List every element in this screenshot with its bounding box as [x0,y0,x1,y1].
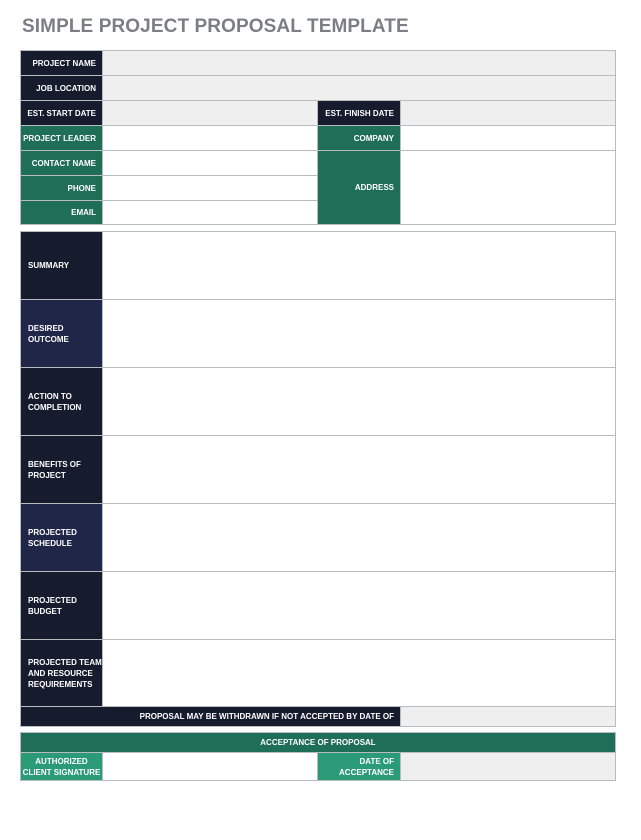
project-leader-label: PROJECT LEADER [20,125,103,151]
est-start-date-field[interactable] [102,100,318,126]
project-name-label: PROJECT NAME [20,50,103,76]
phone-label: PHONE [20,175,103,201]
date-of-acceptance-field[interactable] [400,752,616,781]
authorized-client-signature-label: AUTHORIZED CLIENT SIGNATURE [20,752,103,781]
job-location-label: JOB LOCATION [20,75,103,101]
address-field[interactable] [400,150,616,225]
action-to-completion-label: ACTION TO COMPLETION [20,367,103,436]
email-label: EMAIL [20,200,103,225]
summary-field[interactable] [102,231,616,300]
phone-field[interactable] [102,175,318,201]
project-leader-field[interactable] [102,125,318,151]
benefits-of-project-field[interactable] [102,435,616,504]
projected-budget-label: PROJECTED BUDGET [20,571,103,640]
projected-budget-field[interactable] [102,571,616,640]
project-name-field[interactable] [102,50,616,76]
email-field[interactable] [102,200,318,225]
page-title: SIMPLE PROJECT PROPOSAL TEMPLATE [22,16,409,37]
withdrawal-notice: PROPOSAL MAY BE WITHDRAWN IF NOT ACCEPTED BY DATE OF [20,706,401,727]
est-start-date-label: EST. START DATE [20,100,103,126]
projected-team-label: PROJECTED TEAM AND RESOURCE REQUIREMENTS [20,639,103,707]
summary-label: SUMMARY [20,231,103,300]
job-location-field[interactable] [102,75,616,101]
desired-outcome-field[interactable] [102,299,616,368]
contact-name-label: CONTACT NAME [20,150,103,176]
company-label: COMPANY [317,125,401,151]
contact-name-field[interactable] [102,150,318,176]
projected-team-field[interactable] [102,639,616,707]
est-finish-date-field[interactable] [400,100,616,126]
projected-schedule-field[interactable] [102,503,616,572]
address-label: ADDRESS [317,150,401,225]
withdrawal-date-field[interactable] [400,706,616,727]
est-finish-date-label: EST. FINISH DATE [317,100,401,126]
action-to-completion-field[interactable] [102,367,616,436]
company-field[interactable] [400,125,616,151]
benefits-of-project-label: BENEFITS OF PROJECT [20,435,103,504]
acceptance-heading: ACCEPTANCE OF PROPOSAL [20,732,616,753]
date-of-acceptance-label: DATE OF ACCEPTANCE [317,752,401,781]
authorized-client-signature-field[interactable] [102,752,318,781]
desired-outcome-label: DESIRED OUTCOME [20,299,103,368]
projected-schedule-label: PROJECTED SCHEDULE [20,503,103,572]
